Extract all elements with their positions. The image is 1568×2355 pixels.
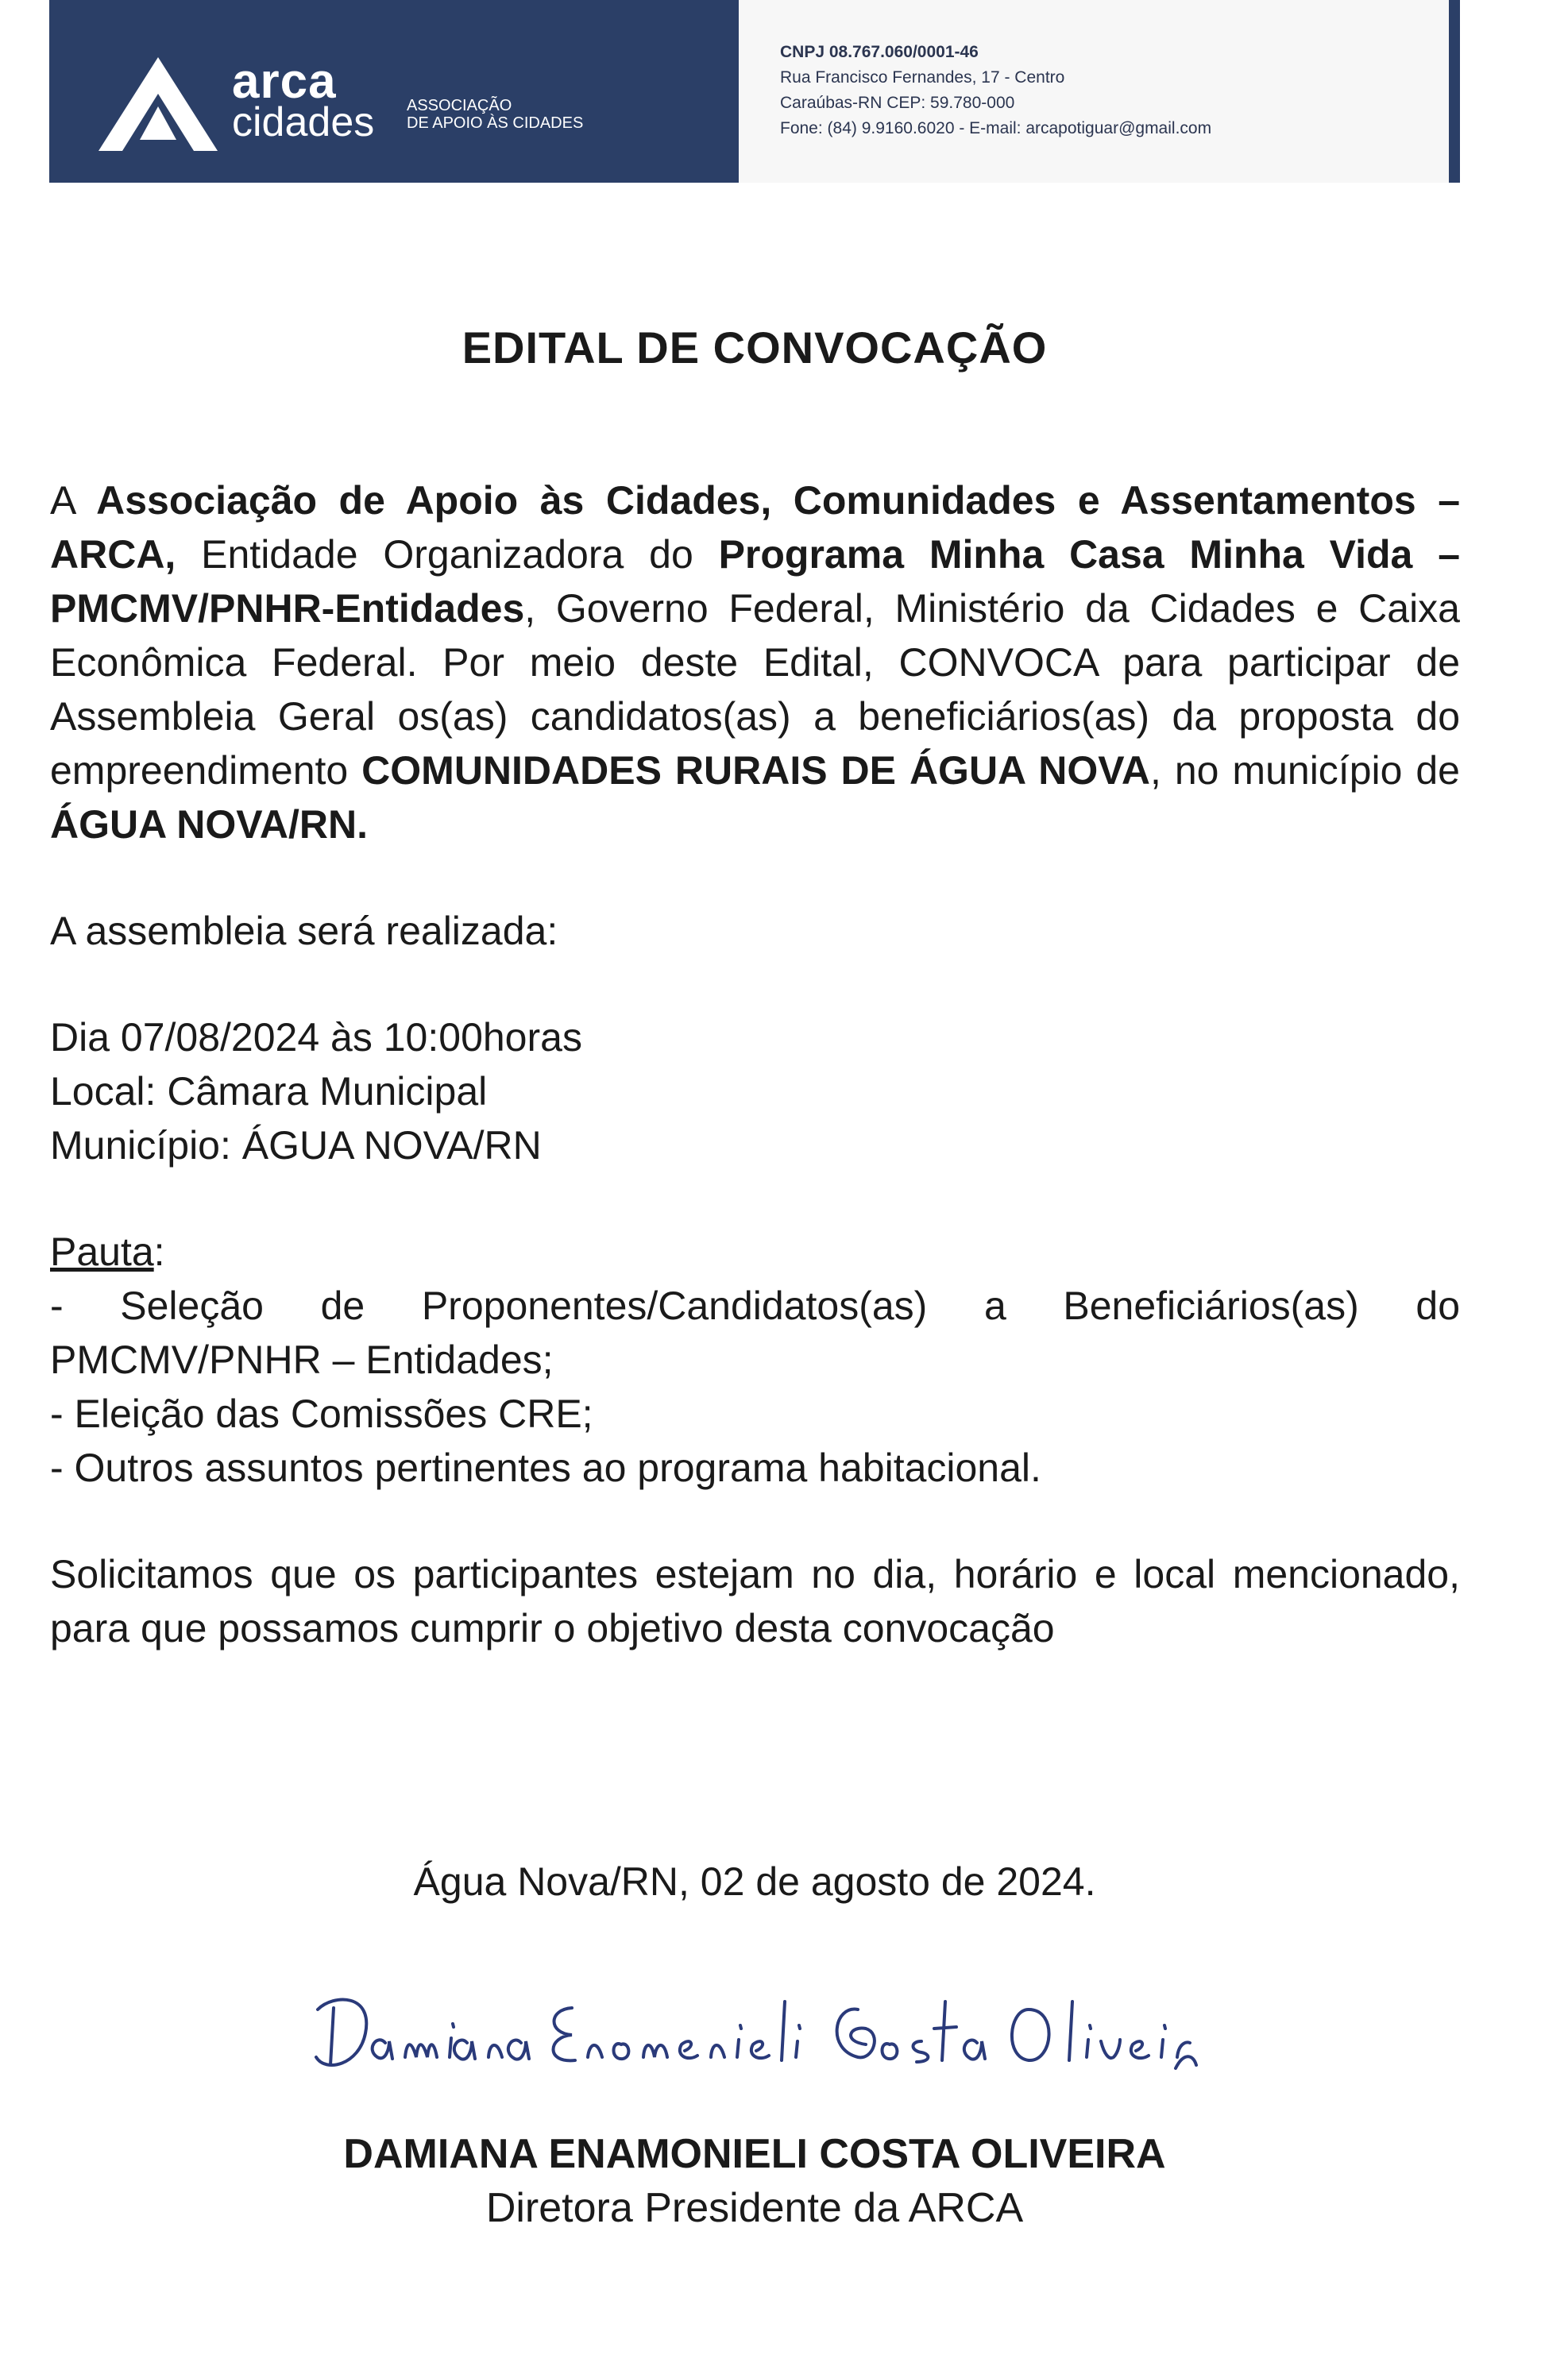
agenda-item: - Eleição das Comissões CRE; bbox=[50, 1392, 593, 1436]
address-line2: Caraúbas-RN CEP: 59.780-000 bbox=[780, 94, 1015, 112]
agenda-item: - Seleção de Proponentes/Candidatos(as) a Beneficiários(as) do PMCMV/PNHR – Entidades; bbox=[50, 1284, 1460, 1382]
intro-municipality: ÁGUA NOVA/RN. bbox=[50, 802, 368, 847]
intro-paragraph bbox=[50, 473, 1460, 851]
intro-program-name: Programa Minha Casa Minha Vida – PMCMV/PNHR-Entidades bbox=[50, 532, 1460, 631]
intro-org-name: Associação de Apoio às Cidades, Comunidades e Assentamentos – ARCA, bbox=[50, 478, 1460, 577]
brand-subname: cidades bbox=[232, 99, 375, 145]
letterhead bbox=[49, 0, 1460, 183]
agenda-item: - Outros assuntos pertinentes ao programa habitacional. bbox=[50, 1446, 1041, 1490]
brand-tagline bbox=[407, 97, 645, 132]
agenda-heading bbox=[50, 1225, 1460, 1279]
handwritten-signature bbox=[310, 1978, 1199, 2089]
brand-name: arca bbox=[232, 54, 337, 109]
brand-tagline-line2: DE APOIO ÀS CIDADES bbox=[407, 114, 584, 132]
assembly-place: Local: Câmara Municipal bbox=[50, 1069, 488, 1114]
brand-panel bbox=[49, 0, 739, 183]
assembly-date: Dia 07/08/2024 às 10:00horas bbox=[50, 1015, 582, 1060]
agenda-colon: : bbox=[153, 1230, 165, 1274]
intro-text-1: A bbox=[50, 478, 97, 523]
brand-tagline-line1: ASSOCIAÇÃO bbox=[407, 97, 512, 114]
address-line1: Rua Francisco Fernandes, 17 - Centro bbox=[780, 68, 1065, 87]
contact-panel bbox=[739, 0, 1460, 183]
contact-info bbox=[780, 40, 1211, 141]
signer-name: DAMIANA ENAMONIELI COSTA OLIVEIRA bbox=[343, 2131, 1166, 2177]
intro-project-name: COMUNIDADES RURAIS DE ÁGUA NOVA bbox=[361, 748, 1151, 793]
document-title: EDITAL DE CONVOCAÇÃO bbox=[462, 322, 1048, 373]
document-body bbox=[50, 473, 1460, 1655]
closing-paragraph: Solicitamos que os participantes estejam no dia, horário e local mencionado, para que possamos cumprir o objetivo desta convocação bbox=[50, 1552, 1460, 1650]
signer-block bbox=[0, 2127, 1509, 2235]
intro-text-2: Entidade Organizadora do bbox=[176, 532, 719, 577]
intro-text-3: , Governo Federal, Ministério da Cidades e Caixa Econômica Federal. Por meio deste Edital, CONVOCA para participar de Assembleia Geral os(as) candidatos(as) a beneficiários(as) da proposta do empreendimento bbox=[50, 586, 1460, 793]
cnpj: CNPJ 08.767.060/0001-46 bbox=[780, 43, 979, 61]
arca-logo-icon bbox=[98, 57, 218, 151]
assembly-city: Município: ÁGUA NOVA/RN bbox=[50, 1123, 542, 1168]
date-line: Água Nova/RN, 02 de agosto de 2024. bbox=[413, 1859, 1096, 1904]
phone-email: Fone: (84) 9.9160.6020 - E-mail: arcapotiguar@gmail.com bbox=[780, 119, 1212, 137]
intro-text-4: , no município de bbox=[1150, 748, 1460, 793]
agenda-label: Pauta bbox=[50, 1230, 154, 1274]
assembly-intro: A assembleia será realizada: bbox=[50, 909, 558, 953]
signer-role: Diretora Presidente da ARCA bbox=[485, 2185, 1024, 2231]
